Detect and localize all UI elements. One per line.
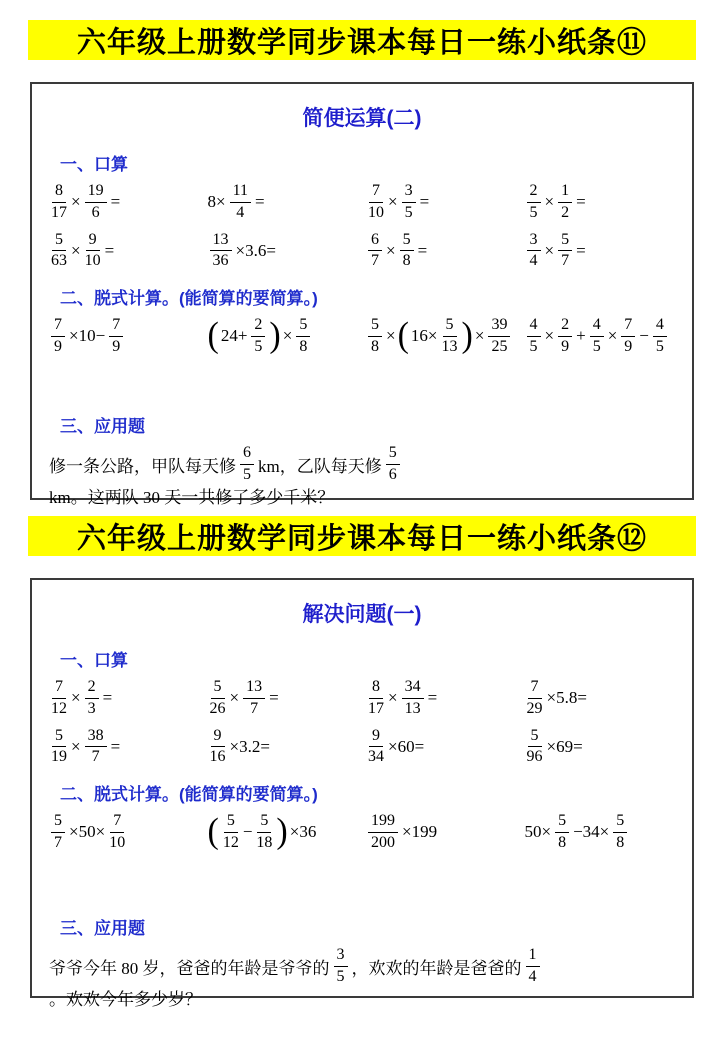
fraction	[85, 728, 107, 767]
section-heading-word-problem: 三、应用题	[60, 918, 145, 938]
banner-title: 六年级上册数学同步课本每日一练小纸条⑫	[76, 522, 647, 555]
math-text: ×	[388, 192, 398, 212]
step-calc-problems	[48, 813, 678, 852]
fraction-denominator: 8	[402, 252, 411, 270]
math-text: −34×	[573, 822, 610, 842]
math-text: 爷爷今年 80 岁，爸爸的年龄是爷爷的	[49, 958, 330, 978]
fraction-denominator: 36	[212, 252, 229, 270]
math-text: ×	[544, 240, 555, 260]
math-text: +	[576, 326, 586, 346]
fraction-numerator: 7	[109, 317, 123, 337]
banner-title: 六年级上册数学同步课本每日一练小纸条⑪	[76, 26, 647, 59]
fraction-numerator: 9	[86, 232, 100, 252]
math-text: ×	[71, 240, 81, 260]
math-problem	[524, 728, 679, 767]
fraction-numerator: 4	[590, 317, 604, 337]
math-text: ，欢欢的年龄是爸爸的	[351, 958, 522, 978]
math-problem	[207, 728, 362, 767]
worksheet-title: 解决问题(一)	[302, 603, 422, 626]
fraction-denominator: 26	[209, 699, 226, 717]
fraction	[368, 183, 384, 222]
fraction-denominator: 7	[371, 252, 379, 270]
fraction-numerator: 5	[296, 317, 310, 337]
math-problem	[365, 679, 520, 718]
section-heading-word-problem: 三、应用题	[60, 416, 145, 436]
fraction-denominator: 12	[222, 833, 239, 851]
math-text: ×199	[402, 822, 438, 842]
fraction-numerator: 5	[52, 728, 66, 748]
math-text: 8×	[207, 192, 226, 212]
fraction	[527, 183, 541, 222]
fraction-numerator: 7	[110, 813, 124, 833]
fraction	[368, 317, 382, 356]
fraction-denominator: 10	[368, 203, 384, 221]
fraction	[296, 317, 310, 356]
fraction-denominator: 4	[236, 203, 245, 221]
worksheet-box-11	[30, 82, 694, 508]
fraction-denominator: 3	[87, 699, 96, 717]
math-problem	[48, 728, 203, 767]
fraction-numerator: 2	[527, 183, 541, 203]
math-text: =	[576, 240, 586, 260]
fraction-denominator: 5	[529, 337, 538, 355]
math-text: =	[102, 688, 113, 708]
math-text: ×	[474, 326, 485, 346]
math-text: =	[576, 192, 586, 212]
math-text: 16×	[410, 326, 438, 346]
math-problem	[48, 445, 678, 509]
fraction	[368, 728, 384, 767]
fraction-numerator: 5	[211, 679, 225, 699]
fraction-denominator: 7	[54, 833, 62, 851]
fraction	[240, 445, 254, 484]
math-text: ×	[229, 688, 240, 708]
fraction	[613, 813, 627, 852]
fraction-denominator: 9	[561, 337, 570, 355]
math-text: =	[110, 736, 121, 756]
fraction-denominator: 8	[616, 833, 625, 851]
section-heading-step-calc: 二、脱式计算。(能简算的要简算。)	[60, 785, 318, 805]
fraction-denominator: 2	[561, 203, 570, 221]
oral-calc-problems	[48, 183, 678, 270]
fraction-numerator: 13	[243, 679, 265, 699]
fraction	[555, 813, 569, 852]
math-text: ×	[544, 192, 555, 212]
math-text: ×50×	[69, 822, 106, 842]
parenthesis: )	[269, 316, 281, 356]
fraction-denominator: 8	[371, 337, 379, 355]
fraction-denominator: 5	[336, 967, 345, 985]
fraction-numerator: 5	[368, 317, 382, 337]
math-problem	[524, 813, 679, 852]
fraction-denominator: 200	[371, 833, 395, 851]
fraction-denominator: 8	[299, 337, 308, 355]
section-heading-oral-calc: 一、口算	[60, 651, 128, 670]
fraction-numerator: 1	[526, 947, 540, 967]
fraction-denominator: 4	[528, 967, 537, 985]
math-problem	[48, 813, 203, 852]
fraction-denominator: 7	[561, 252, 570, 270]
fraction-denominator: 13	[404, 699, 421, 717]
fraction-denominator: 29	[526, 699, 543, 717]
fraction-numerator: 199	[368, 813, 398, 833]
fraction	[368, 813, 398, 852]
math-text: ×10−	[69, 326, 106, 346]
math-text: =	[419, 192, 430, 212]
math-problem	[48, 679, 203, 718]
math-text: =	[255, 192, 265, 212]
fraction-denominator: 6	[91, 203, 100, 221]
worksheet-page	[0, 20, 724, 1044]
math-text: ×	[386, 326, 396, 346]
fraction	[256, 813, 272, 852]
fraction	[527, 679, 543, 718]
fraction	[488, 317, 510, 356]
fraction-numerator: 4	[653, 317, 667, 337]
fraction-numerator: 7	[52, 679, 66, 699]
parenthesis: )	[276, 812, 288, 852]
math-text: 50×	[524, 822, 552, 842]
fraction-denominator: 96	[526, 748, 543, 766]
fraction	[558, 317, 572, 356]
math-problem	[48, 317, 203, 356]
fraction-numerator: 2	[251, 317, 265, 337]
fraction	[442, 317, 458, 356]
fraction-numerator: 7	[369, 183, 383, 203]
math-text: =	[417, 240, 428, 260]
fraction-denominator: 5	[404, 203, 413, 221]
fraction-numerator: 4	[527, 317, 541, 337]
fraction-numerator: 5	[400, 232, 414, 252]
math-text: ×	[71, 688, 81, 708]
fraction	[85, 679, 99, 718]
fraction	[109, 813, 125, 852]
banner-sheet-12	[28, 516, 696, 556]
fraction	[653, 317, 667, 356]
math-problem	[524, 679, 679, 718]
fraction-denominator: 25	[491, 337, 508, 355]
fraction-denominator: 8	[558, 833, 567, 851]
fraction	[210, 232, 232, 271]
fraction-numerator: 8	[369, 679, 383, 699]
fraction-numerator: 19	[85, 183, 107, 203]
math-text: 。欢欢今年多少岁？	[49, 990, 202, 1010]
fraction-denominator: 9	[112, 337, 121, 355]
fraction	[85, 183, 107, 222]
parenthesis: (	[397, 316, 409, 356]
math-text: km。这两队 30 天一共修了多少千米？	[49, 488, 335, 508]
fraction-denominator: 10	[109, 833, 126, 851]
fraction-numerator: 2	[85, 679, 99, 699]
fraction	[251, 317, 265, 356]
math-problem	[365, 183, 520, 222]
fraction	[51, 232, 67, 271]
fraction	[51, 728, 67, 767]
fraction-numerator: 5	[443, 317, 457, 337]
fraction	[558, 183, 572, 222]
fraction-numerator: 11	[230, 183, 251, 203]
fraction	[334, 947, 348, 986]
fraction-denominator: 63	[51, 252, 67, 270]
worksheet-title: 简便运算(二)	[302, 107, 422, 130]
fraction-numerator: 6	[240, 445, 254, 465]
fraction-numerator: 5	[555, 813, 569, 833]
parenthesis: (	[207, 316, 219, 356]
fraction-denominator: 7	[250, 699, 259, 717]
fraction	[51, 183, 67, 222]
fraction-denominator: 19	[51, 748, 67, 766]
fraction-denominator: 4	[529, 252, 538, 270]
math-problem	[524, 317, 679, 356]
fraction-numerator: 5	[558, 232, 572, 252]
fraction	[210, 728, 226, 767]
math-text: =	[269, 688, 279, 708]
fraction	[402, 679, 424, 718]
fraction-denominator: 17	[368, 699, 384, 717]
math-text: ×5.8=	[546, 688, 587, 708]
math-problem	[365, 728, 520, 767]
fraction-denominator: 17	[51, 203, 67, 221]
math-text: =	[110, 192, 121, 212]
fraction-numerator: 34	[402, 679, 424, 699]
fraction-numerator: 7	[51, 317, 65, 337]
fraction-denominator: 16	[209, 748, 226, 766]
fraction-numerator: 3	[334, 947, 348, 967]
fraction-numerator: 7	[621, 317, 635, 337]
fraction-denominator: 5	[529, 203, 538, 221]
fraction	[210, 679, 226, 718]
math-problem	[365, 813, 520, 852]
fraction-denominator: 7	[91, 748, 100, 766]
fraction-numerator: 38	[85, 728, 107, 748]
fraction-numerator: 3	[402, 183, 416, 203]
section-heading-step-calc: 二、脱式计算。(能简算的要简算。)	[60, 289, 318, 309]
fraction-denominator: 6	[388, 465, 397, 483]
fraction	[243, 679, 265, 718]
fraction	[51, 317, 65, 356]
fraction	[85, 232, 101, 271]
fraction-denominator: 9	[624, 337, 633, 355]
fraction-denominator: 9	[54, 337, 62, 355]
math-text: ×	[607, 326, 618, 346]
fraction-numerator: 3	[527, 232, 541, 252]
fraction	[368, 679, 384, 718]
fraction	[51, 679, 67, 718]
oral-calc-problems	[48, 679, 678, 766]
fraction-denominator: 5	[655, 337, 664, 355]
parenthesis: )	[461, 316, 473, 356]
math-text: ×	[282, 326, 293, 346]
math-problem	[524, 232, 679, 271]
section-heading-oral-calc: 一、口算	[60, 155, 128, 174]
fraction-numerator: 7	[528, 679, 542, 699]
math-text: ×69=	[546, 736, 583, 756]
math-text: ×	[388, 688, 398, 708]
fraction-numerator: 9	[211, 728, 225, 748]
fraction-numerator: 5	[52, 232, 66, 252]
fraction-numerator: 5	[51, 813, 65, 833]
fraction	[527, 728, 543, 767]
fraction-denominator: 5	[254, 337, 263, 355]
fraction-numerator: 39	[488, 317, 510, 337]
fraction	[526, 947, 540, 986]
fraction-denominator: 34	[368, 748, 384, 766]
fraction-denominator: 5	[592, 337, 601, 355]
math-text: −	[639, 326, 649, 346]
fraction-denominator: 13	[441, 337, 458, 355]
fraction-denominator: 18	[256, 833, 273, 851]
fraction	[109, 317, 123, 356]
math-text: −	[242, 822, 253, 842]
banner-sheet-11	[28, 20, 696, 60]
fraction-numerator: 2	[558, 317, 572, 337]
math-problem	[365, 232, 520, 271]
fraction	[402, 183, 416, 222]
fraction-denominator: 5	[243, 465, 251, 483]
fraction	[400, 232, 414, 271]
fraction	[230, 183, 251, 222]
fraction-numerator: 1	[558, 183, 572, 203]
math-text: km，乙队每天修	[258, 456, 382, 476]
math-problem	[365, 317, 520, 356]
math-text: 24+	[220, 326, 248, 346]
word-problem	[48, 445, 678, 509]
fraction-numerator: 5	[386, 445, 400, 465]
math-text: ×3.6=	[235, 240, 276, 260]
math-text: ×3.2=	[229, 736, 270, 756]
math-problem	[207, 317, 362, 356]
fraction-numerator: 5	[528, 728, 542, 748]
fraction	[527, 317, 541, 356]
step-calc-problems	[48, 317, 678, 356]
math-text: 修一条公路，甲队每天修	[49, 456, 236, 476]
math-text: =	[427, 688, 438, 708]
fraction	[51, 813, 65, 852]
math-problem	[48, 947, 678, 1011]
word-problem	[48, 947, 678, 1011]
fraction	[223, 813, 239, 852]
parenthesis: (	[207, 812, 219, 852]
fraction	[368, 232, 382, 271]
fraction-numerator: 5	[257, 813, 271, 833]
math-text: ×36	[289, 822, 317, 842]
math-problem	[207, 813, 362, 852]
math-problem	[207, 183, 362, 222]
math-problem	[207, 232, 362, 271]
fraction-numerator: 8	[52, 183, 66, 203]
math-problem	[48, 183, 203, 222]
math-text: ×	[386, 240, 396, 260]
worksheet-box-12	[30, 578, 694, 1010]
fraction-denominator: 10	[84, 252, 101, 270]
math-problem	[207, 679, 362, 718]
fraction-numerator: 5	[224, 813, 238, 833]
fraction	[527, 232, 541, 271]
fraction-numerator: 5	[613, 813, 627, 833]
math-text: ×60=	[388, 736, 425, 756]
math-text: ×	[71, 192, 81, 212]
fraction	[621, 317, 635, 356]
fraction-numerator: 9	[369, 728, 383, 748]
fraction	[590, 317, 604, 356]
math-problem	[48, 232, 203, 271]
fraction	[386, 445, 400, 484]
fraction-numerator: 13	[210, 232, 232, 252]
math-text: ×	[544, 326, 555, 346]
fraction-numerator: 6	[368, 232, 382, 252]
math-problem	[524, 183, 679, 222]
fraction-denominator: 12	[51, 699, 67, 717]
math-text: =	[104, 240, 115, 260]
fraction	[558, 232, 572, 271]
math-text: ×	[71, 736, 81, 756]
